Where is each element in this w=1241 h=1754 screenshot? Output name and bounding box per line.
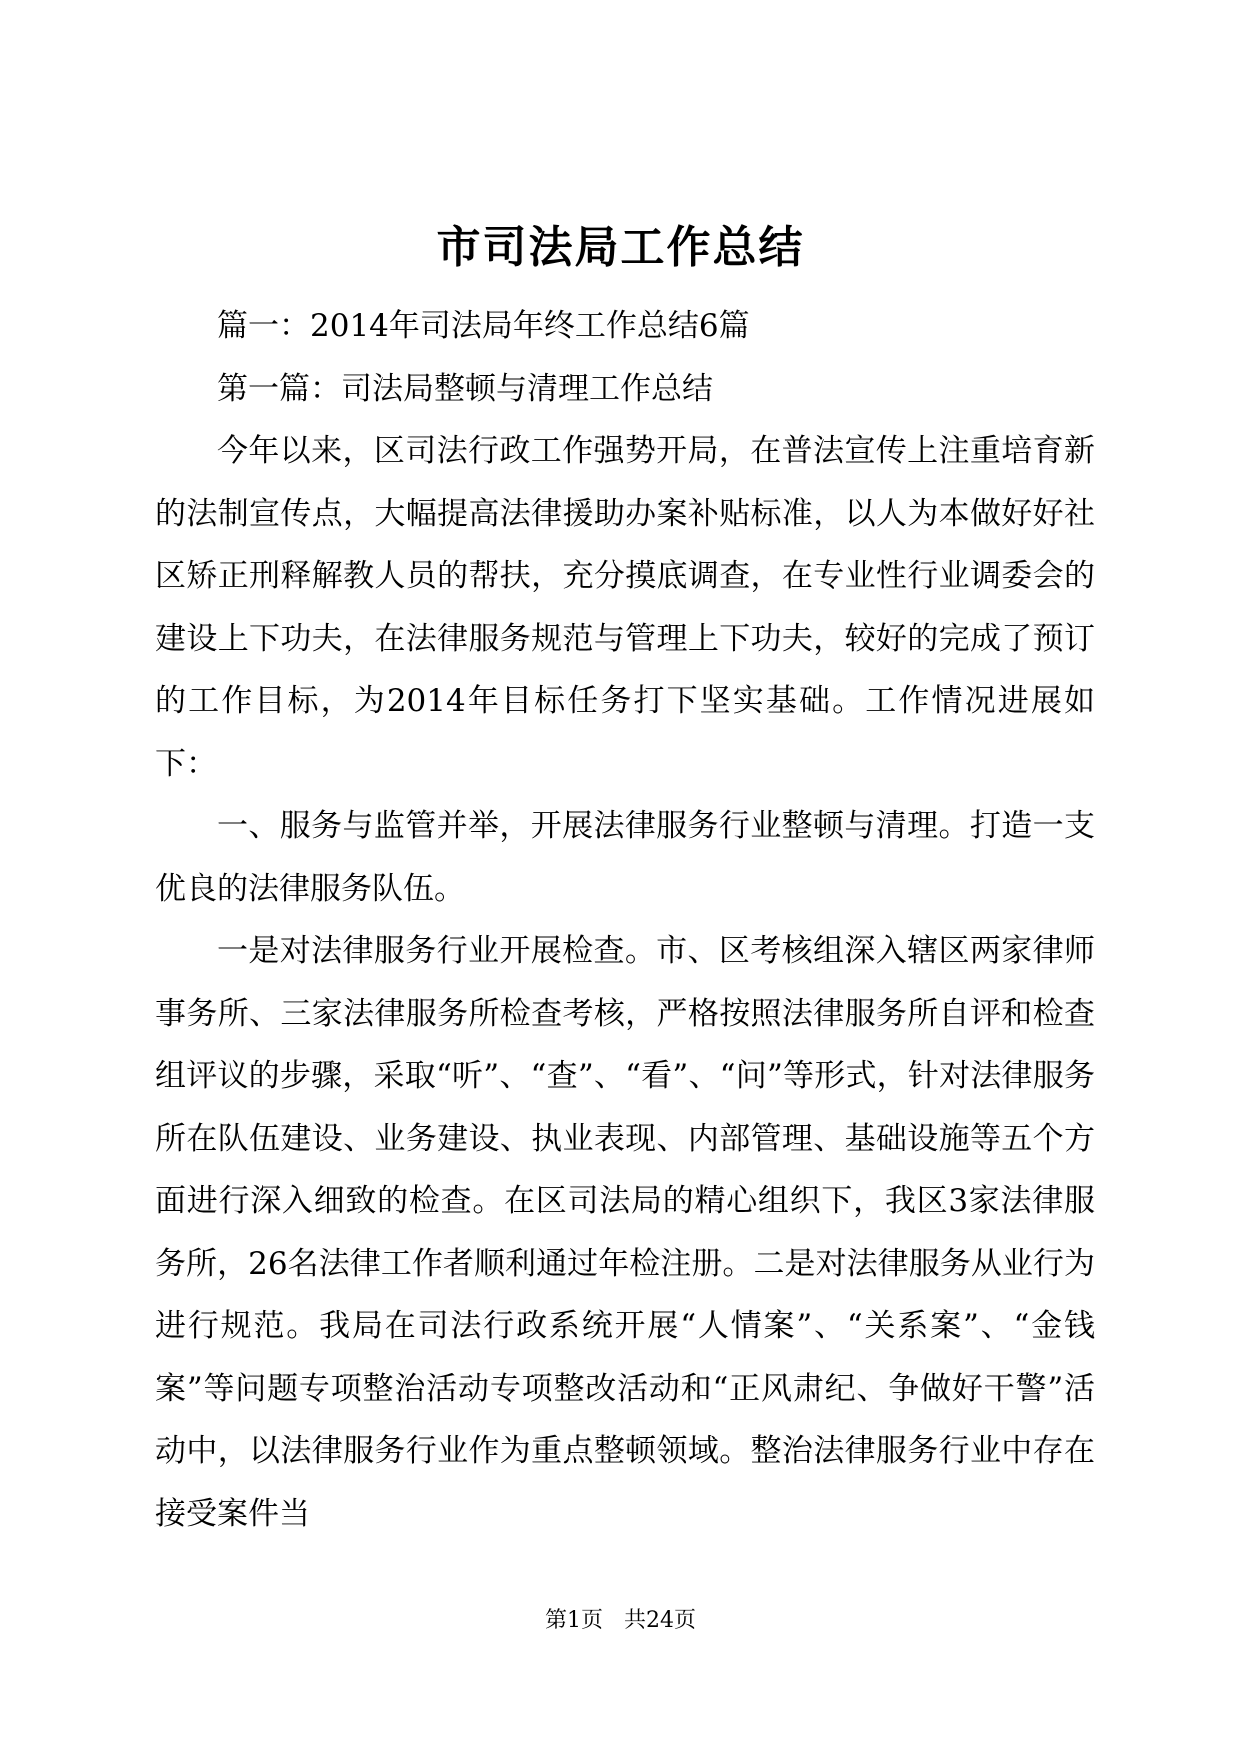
subsection-heading: 第一篇：司法局整顿与清理工作总结 [217,370,713,407]
section-heading: 篇一：2014年司法局年终工作总结6篇 [217,308,750,344]
document-title: 市司法局工作总结 [436,222,805,273]
document-body [155,295,1095,1545]
body-paragraph: 今年以来，区司法行政工作强势开局，在普法宣传上注重培育新的法制宣传点，大幅提高法律援助办案补贴标准，以人为本做好好社区矫正刑释解教人员的帮扶，充分摸底调查，在专业性行业调委会的建设上下功夫，在法律服务规范与管理上下功夫，较好的完成了预订的工作目标，为2014年目标任务打下坚实基础。工作情况进展如下： [155,433,1095,782]
body-paragraph: 一是对法律服务行业开展检查。市、区考核组深入辖区两家律师事务所、三家法律服务所检查考核，严格按照法律服务所自评和检查组评议的步骤，采取“听”、“查”、“看”、“问”等形式，针对法律服务所在队伍建设、业务建设、执业表现、内部管理、基础设施等五个方面进行深入细致的检查。在区司法局的精心组织下，我区3家法律服务所，26名法律工作者顺利通过年检注册。二是对法律服务从业行为进行规范。我局在司法行政系统开展“人情案”、“关系案”、“金钱案”等问题专项整治活动专项整改活动和“正风肃纪、争做好干警”活动中，以法律服务行业作为重点整顿领域。整治法律服务行业中存在接受案件当 [155,933,1095,1532]
body-paragraph: 一、服务与监管并举，开展法律服务行业整顿与清理。打造一支优良的法律服务队伍。 [155,808,1095,907]
page-footer [0,1606,1241,1636]
page-number: 第1页 [545,1608,603,1633]
page-total: 共24页 [624,1608,696,1633]
